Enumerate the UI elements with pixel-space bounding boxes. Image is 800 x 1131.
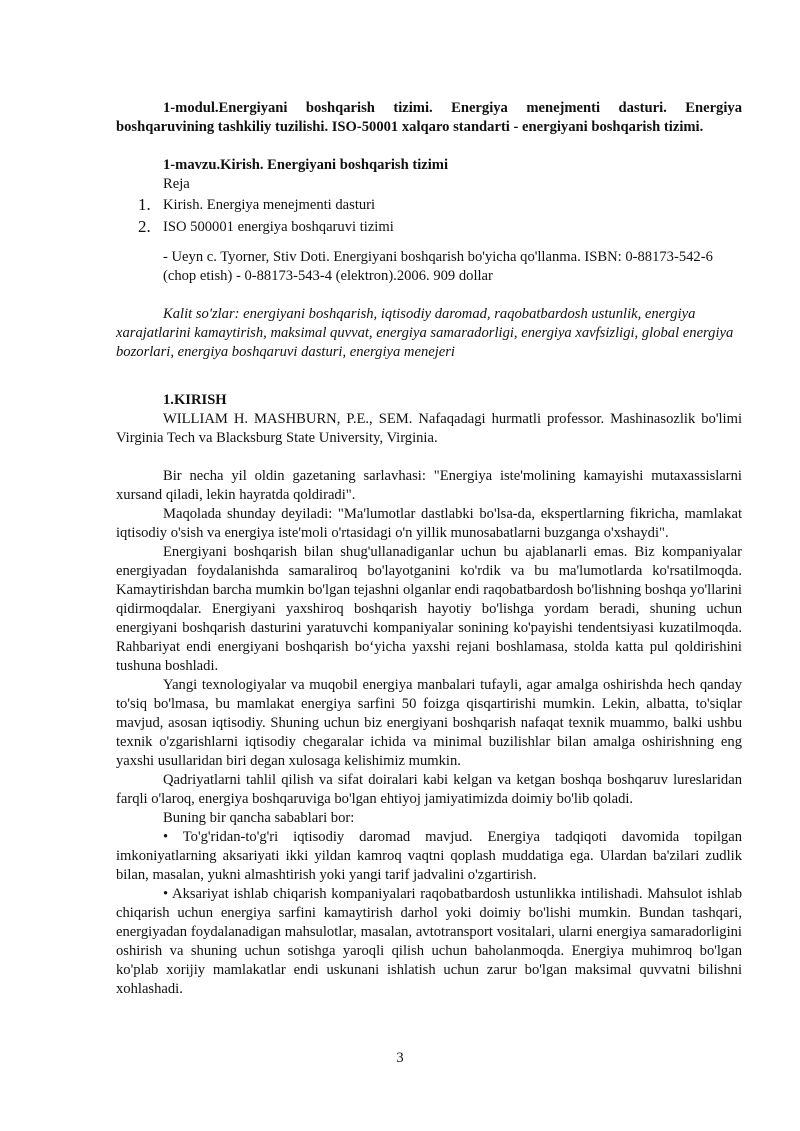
plan-item: [116, 216, 742, 238]
paragraph: Maqolada shunday deyiladi: "Ma'lumotlar dastlabki bo'lsa-da, ekspertlarning fikricha, mamlakat iqtisodiy o'sish va energiya iste'moli o'rtasidagi o'n yillik munosabatlarni buzganga o'xshaydi".: [116, 506, 742, 541]
paragraph: Qadriyatlarni tahlil qilish va sifat doiralari kabi kelgan va ketgan boshqa boshqaruv lureslaridan farqli o'laroq, energiya boshqaruviga bo'lgan ehtiyoj jamiyatimizda doimiy bo'lib qoladi.: [116, 772, 742, 807]
plan-list: [116, 194, 742, 238]
paragraph: Buning bir qancha sabablari bor:: [163, 810, 355, 826]
topic-title: 1-mavzu.Kirish. Energiyani boshqarish tizimi: [163, 157, 449, 173]
section-heading: 1.KIRISH: [163, 392, 227, 408]
page-content: [116, 99, 742, 999]
plan-item-number: 1.: [138, 195, 151, 214]
plan-item-text: ISO 500001 energiya boshqaruvi tizimi: [163, 219, 394, 235]
module-title: 1-modul.Energiyani boshqarish tizimi. Energiya menejmenti dasturi. Energiya boshqaruvining tashkiliy tuzilishi. ISO-50001 xalqaro standarti - energiyani boshqarish tizimi.: [116, 100, 742, 135]
page-number: 3: [396, 1050, 404, 1066]
paragraph: Energiyani boshqarish bilan shug'ullanadiganlar uchun bu ajablanarli emas. Biz kompaniyalar energiyadan foydalanishda samaraliroq bo'layotganini ko'rdik va bu ma'lumotlarda ko'rsatilmoqda. Kamaytirishdan barcha mumkin bo'lgan tejashni olganlar endi raqobatbardosh bo'lishning boshqa yo'llarini qidirmoqdalar. Energiyani yaxshiroq boshqarish hayotiy bo'lishga yordam beradi, shuning uchun energiyani boshqarish dasturini yaratuvchi kompaniyalar sonining ko'payishi tendentsiyasi kuzatilmoqda. Rahbariyat endi energiyani boshqarish bo‘yicha yaxshi rejani boshlamasa, stolda katta pul qoldirishini tushuna boshladi.: [116, 544, 742, 674]
author-line: WILLIAM H. MASHBURN, P.E., SEM. Nafaqadagi hurmatli professor. Mashinasozlik bo'limi Virginia Tech va Blacksburg State University, Virginia.: [116, 411, 742, 446]
bullet-paragraph: • To'g'ridan-to'g'ri iqtisodiy daromad mavjud. Energiya tadqiqoti davomida topilgan imkoniyatlarning aksariyati ikki yildan kamroq vaqtni qoplash muddatiga ega. Ulardan ba'zilari zudlik bilan, masalan, yukni almashtirish yoki yangi tarif jadvalini o'zgartirish.: [116, 829, 742, 883]
plan-item-text: Kirish. Energiya menejmenti dasturi: [163, 197, 376, 213]
keywords: Kalit so'zlar: energiyani boshqarish, iqtisodiy daromad, raqobatbardosh ustunlik, energiya xarajatlarini kamaytirish, maksimal quvvat, energiya samaradorligi, energiya xavfsizligi, global energiya bozorlari, energiya boshqaruvi dasturi, energiya menejeri: [116, 306, 734, 360]
topic-block: [116, 156, 742, 194]
paragraph: Yangi texnologiyalar va muqobil energiya manbalari tufayli, agar amalga oshirishda hech qanday to'siq bo'lmasa, bu mamlakat energiya sarfini 50 foizga qisqartirishi mumkin. Lekin, albatta, to'siqlar mavjud, asosan iqtisodiy. Shuning uchun biz energiyani boshqarish nafaqat texnik muammo, balki ushbu texnik o'zgarishlarni iqtisodiy chegaralar ichida va minimal buzilishlar bilan amalga oshirishning eng yaxshi usullaridan biri degan xulosaga kelishimiz mumkin.: [116, 677, 742, 769]
paragraph: Bir necha yil oldin gazetaning sarlavhasi: "Energiya iste'molining kamayishi mutaxassislarni xursand qiladi, lekin hayratda qoldiradi".: [116, 468, 742, 503]
reference: - Ueyn c. Tyorner, Stiv Doti. Energiyani boshqarish bo'yicha qo'llanma. ISBN: 0-88173-542-6 (chop etish) - 0-88173-543-4 (elektron).2006. 909 dollar: [163, 249, 713, 284]
plan-label: Reja: [163, 176, 190, 192]
plan-item: [116, 194, 742, 216]
bullet-paragraph: • Aksariyat ishlab chiqarish kompaniyalari raqobatbardosh ustunlikka intilishadi. Mahsulot ishlab chiqarish uchun energiya sarfini kamaytirish darhol yoki doimiy bo'lishi mumkin. Bundan tashqari, energiyadan foydalanadigan mahsulotlar, masalan, avtotransport vositalari, ularni energiya samaradorligini oshirish va shuning uchun sotishga yaroqli qilish uchun baholanmoqda. Energiya muhimroq bo'lgan ko'plab xorijiy mamlakatlar endi uskunani ishlatish uchun zarur bo'lgan maksimal quvvatni bilishni xohlashadi.: [116, 886, 742, 997]
plan-item-number: 2.: [138, 217, 151, 236]
